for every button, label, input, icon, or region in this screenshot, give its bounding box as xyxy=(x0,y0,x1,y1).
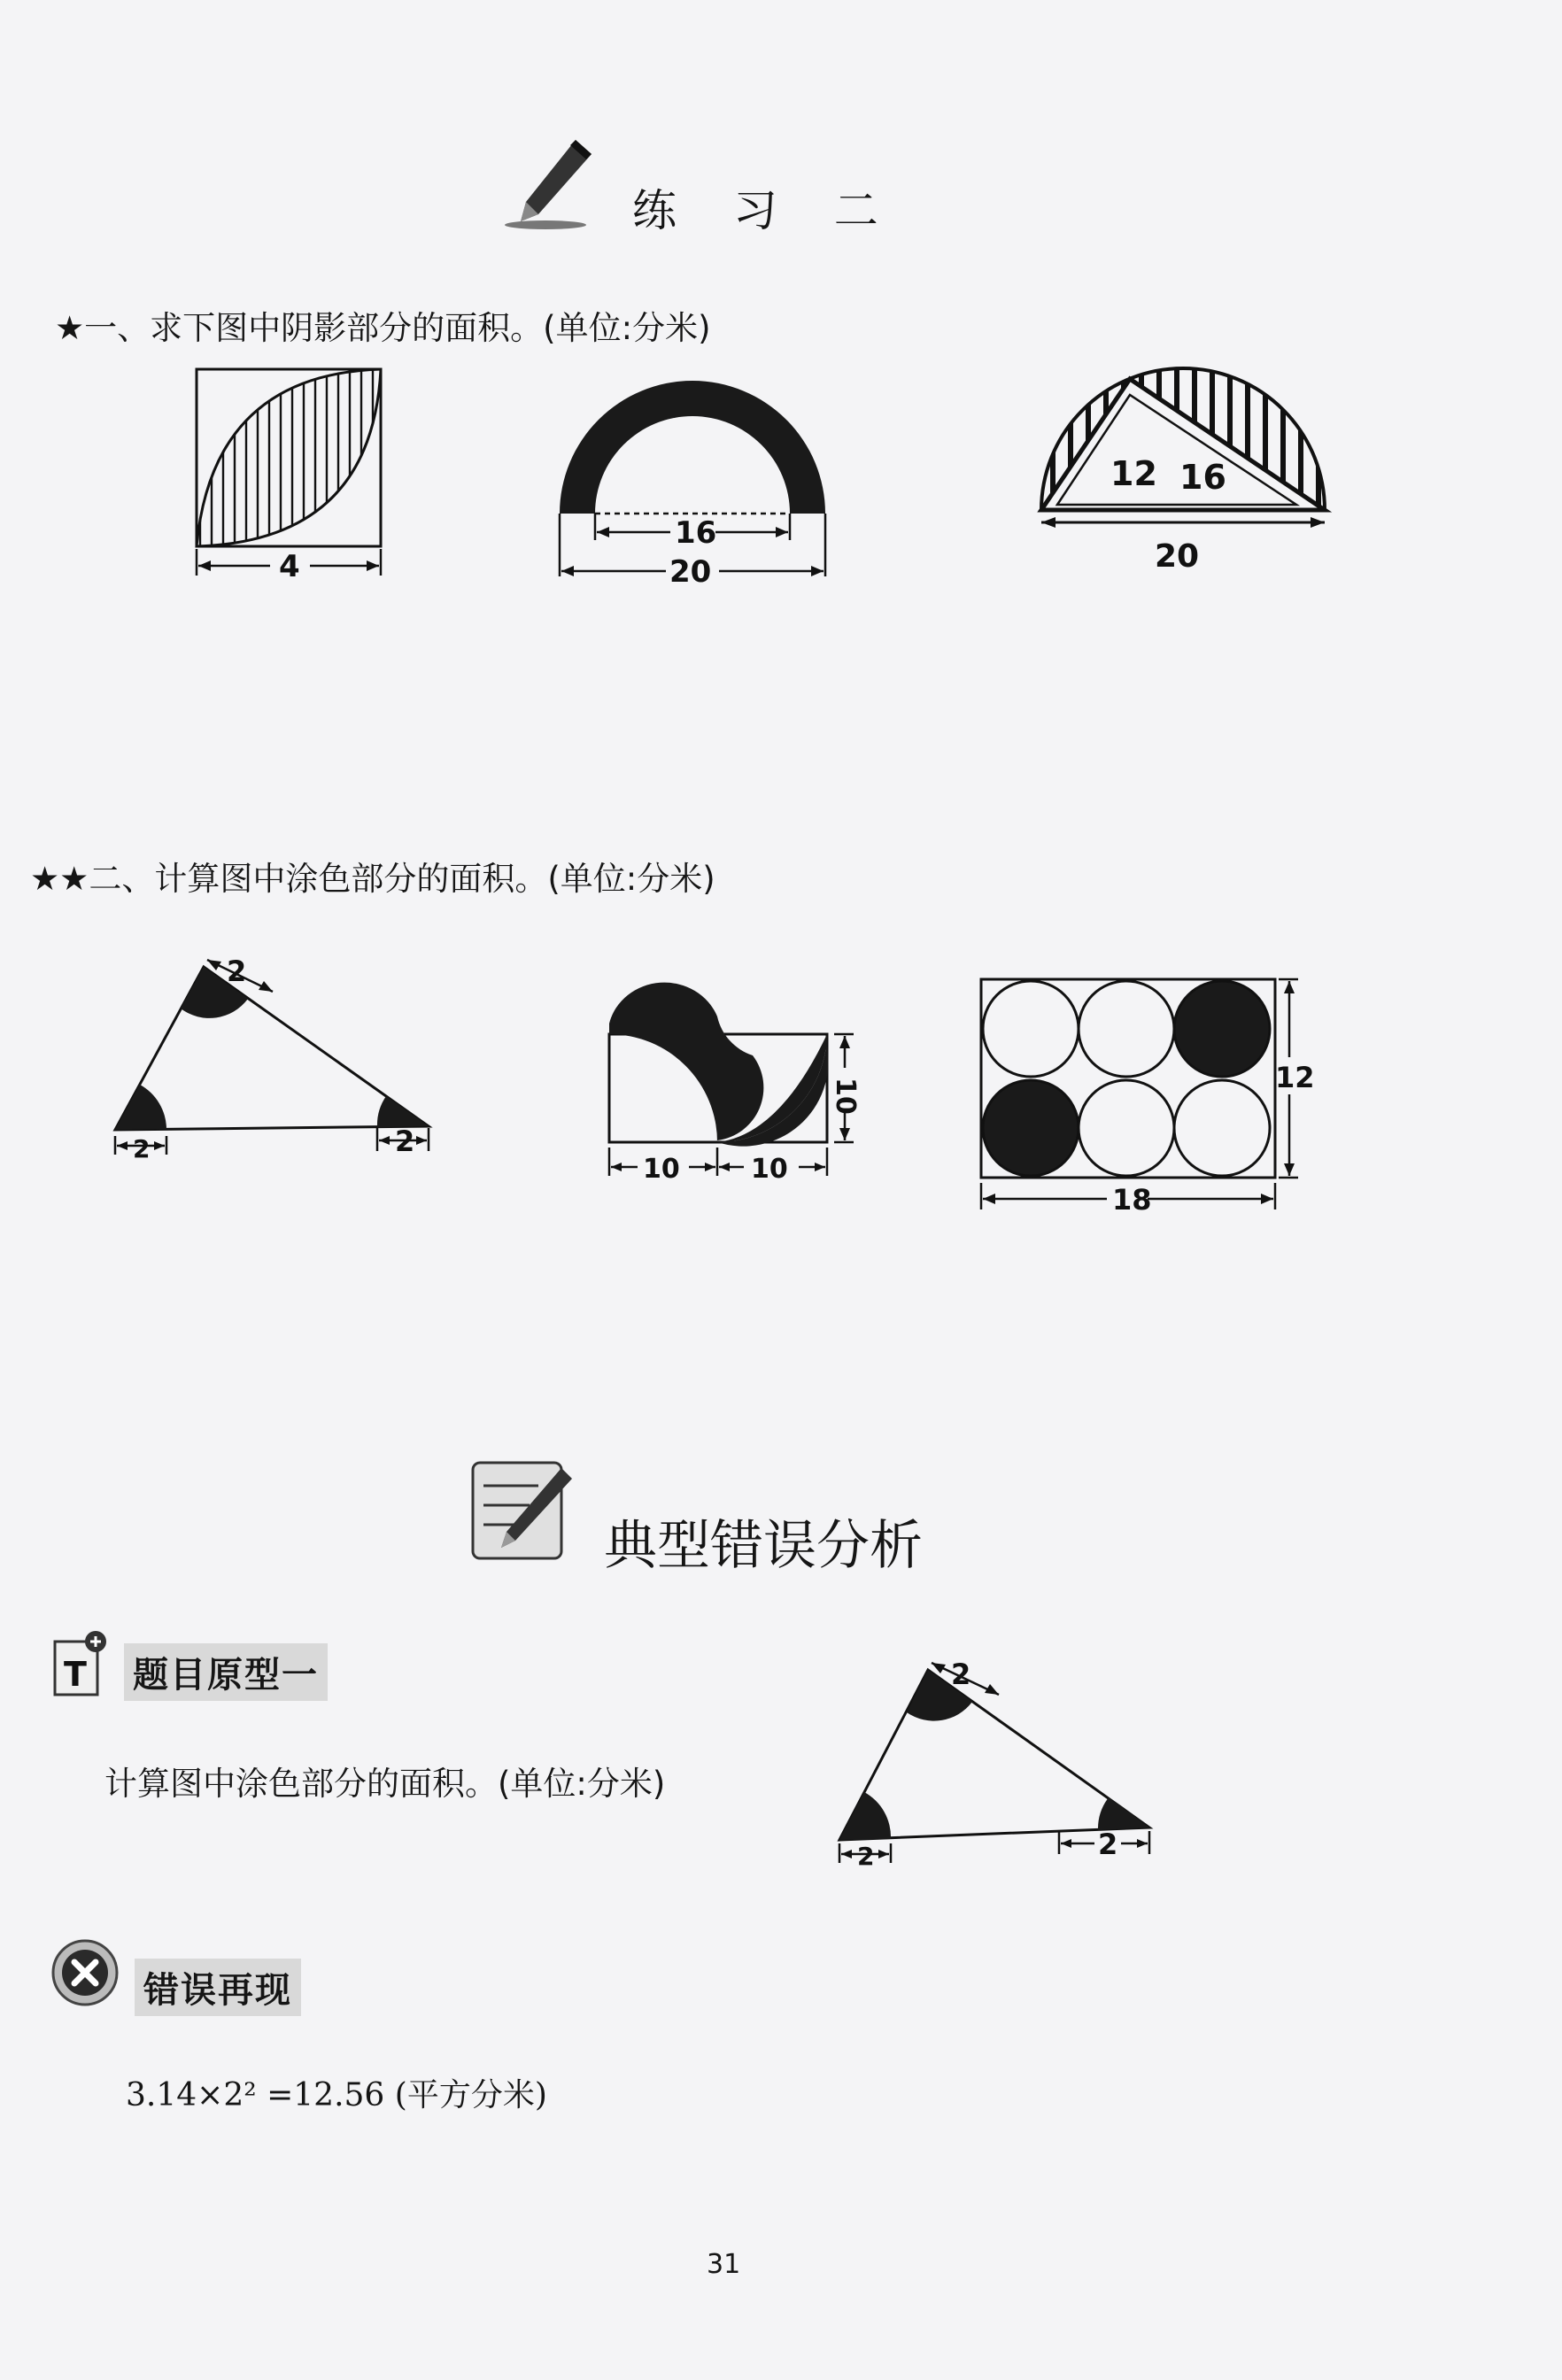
question-1-label: ★一、求下图中阴影部分的面积。(单位:分米) xyxy=(55,309,711,347)
notepad-pencil-icon xyxy=(468,1456,577,1565)
analysis-fig-top: 2 xyxy=(951,1658,971,1691)
error-formula: 3.14×2² =12.56 (平方分米) xyxy=(126,2077,547,2113)
analysis-figure-triangle-sectors xyxy=(829,1658,1165,1870)
q1-fig2-outer: 20 xyxy=(669,554,712,590)
page-title: 练 习 二 xyxy=(632,185,900,236)
q1-fig1-dim: 4 xyxy=(279,549,300,584)
q2-fig1-right: 2 xyxy=(395,1124,415,1158)
q2-fig1-left: 2 xyxy=(133,1134,151,1163)
q2-figure-quarter-circles xyxy=(602,970,868,1190)
analysis-fig-left: 2 xyxy=(857,1842,875,1871)
q2-fig2-b1: 10 xyxy=(643,1154,680,1185)
q2-fig2-b2: 10 xyxy=(751,1154,788,1185)
analysis-question: 计算图中涂色部分的面积。(单位:分米) xyxy=(104,1765,666,1803)
question-2-label: ★★二、计算图中涂色部分的面积。(单位:分米) xyxy=(30,860,715,898)
q1-fig3-base: 20 xyxy=(1155,538,1200,575)
x-circle-icon xyxy=(50,1937,120,2008)
svg-text:T: T xyxy=(64,1655,87,1694)
q2-fig2-side: 10 xyxy=(830,1078,861,1115)
q2-figure-triangle-sectors xyxy=(104,954,441,1167)
q1-figure-semicircle-triangle xyxy=(1031,354,1335,577)
q1-fig3-a: 12 xyxy=(1110,454,1157,493)
t-plus-icon xyxy=(51,1627,110,1702)
q2-fig1-top: 2 xyxy=(227,954,247,988)
q2-figure-six-circles xyxy=(974,970,1315,1218)
analysis-fig-right: 2 xyxy=(1098,1828,1118,1861)
q1-fig3-b: 16 xyxy=(1179,458,1226,497)
pencil-icon xyxy=(503,133,600,235)
prototype-label: 题目原型一 xyxy=(124,1643,328,1701)
error-label: 错误再现 xyxy=(135,1959,301,2016)
page-number: 31 xyxy=(707,2249,741,2280)
q2-fig3-h: 12 xyxy=(1275,1061,1315,1094)
q1-figure-square-leaf xyxy=(186,359,390,582)
q1-figure-semi-ring xyxy=(551,359,834,591)
q2-fig3-w: 18 xyxy=(1112,1183,1152,1217)
analysis-title: 典型错误分析 xyxy=(604,1515,923,1577)
q1-fig2-inner: 16 xyxy=(675,515,717,551)
